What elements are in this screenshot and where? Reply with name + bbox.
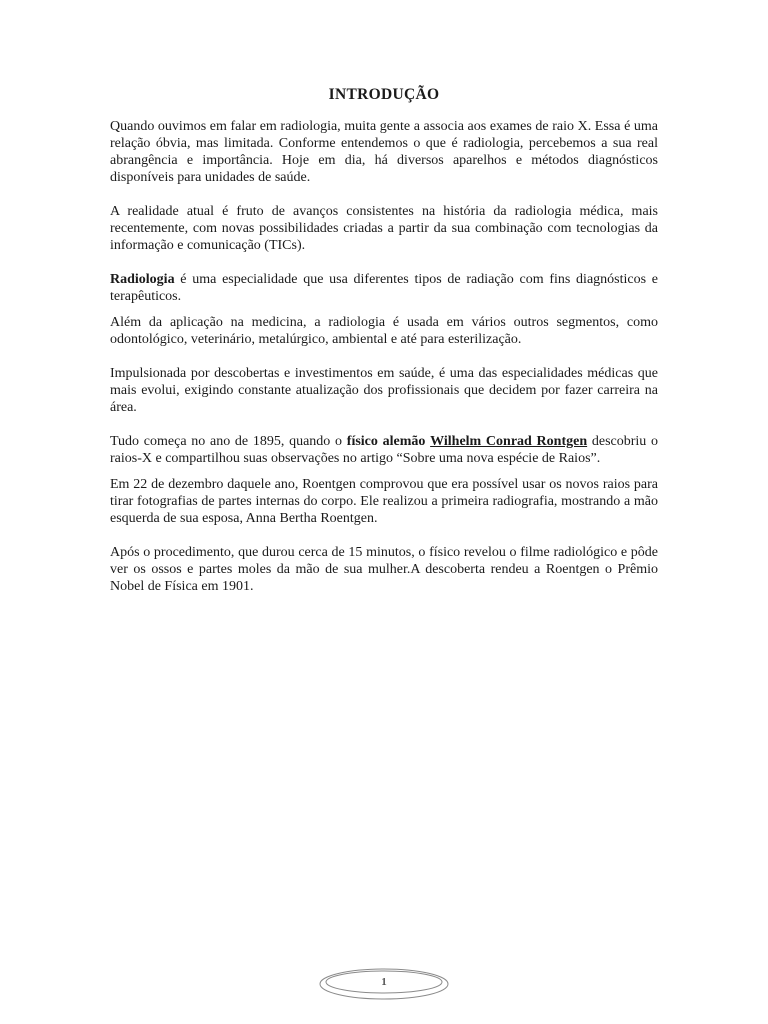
page-footer bbox=[318, 967, 450, 1001]
paragraph-applications: Além da aplicação na medicina, a radiologia é usada em vários outros segmentos, como odontológico, veterinário, metalúrgico, ambiental e até para esterilização. bbox=[110, 315, 658, 347]
paragraph-history bbox=[110, 433, 658, 467]
page-title: INTRODUÇÃO bbox=[328, 86, 440, 103]
paragraph-evolution: Impulsionada por descobertas e investimentos em saúde, é uma das especialidades médicas que mais evolui, exigindo constante atualização dos profissionais que decidem por fazer carreira na área. bbox=[110, 366, 658, 415]
paragraph-intro: Quando ouvimos em falar em radiologia, muita gente a associa aos exames de raio X. Essa é uma relação óbvia, mas limitada. Conforme entendemos o que é radiologia, percebemos a sua real abrangência e importância. Hoje em dia, há diversos aparelhos e métodos diagnósticos disponíveis para unidades de saúde. bbox=[110, 119, 658, 185]
paragraph-first-radiograph: Em 22 de dezembro daquele ano, Roentgen comprovou que era possível usar os novos raios para tirar fotografias de partes internas do corpo. Ele realizou a primeira radiografia, mostrando a mão esquerda de sua esposa, Anna Bertha Roentgen. bbox=[110, 477, 658, 526]
paragraph-nobel: Após o procedimento, que durou cerca de 15 minutos, o físico revelou o filme radiológico e pôde ver os ossos e partes moles da mão de sua mulher.A descoberta rendeu a Roentgen o Prêmio Nobel de Física em 1901. bbox=[110, 545, 658, 594]
page-number: 1 bbox=[381, 976, 387, 988]
definition-text: é uma especialidade que usa diferentes tipos de radiação com fins diagnósticos e terapêuticos. bbox=[110, 272, 658, 304]
physicist-label: físico alemão bbox=[346, 434, 426, 449]
physicist-name: Wilhelm Conrad Rontgen bbox=[430, 434, 588, 449]
term-radiologia: Radiologia bbox=[110, 272, 175, 287]
paragraph-definition bbox=[110, 271, 658, 305]
document-body bbox=[110, 118, 658, 595]
history-start: Tudo começa no ano de 1895, quando o bbox=[110, 434, 347, 449]
paragraph-reality: A realidade atual é fruto de avanços consistentes na história da radiologia médica, mais recentemente, com novas possibilidades criadas a partir da sua combinação com tecnologias da informação e comunicação (TICs). bbox=[110, 204, 658, 253]
history-rest: descobriu o raios-X e compartilhou suas observações no artigo “Sobre uma nova espécie de Raios”. bbox=[110, 434, 659, 466]
